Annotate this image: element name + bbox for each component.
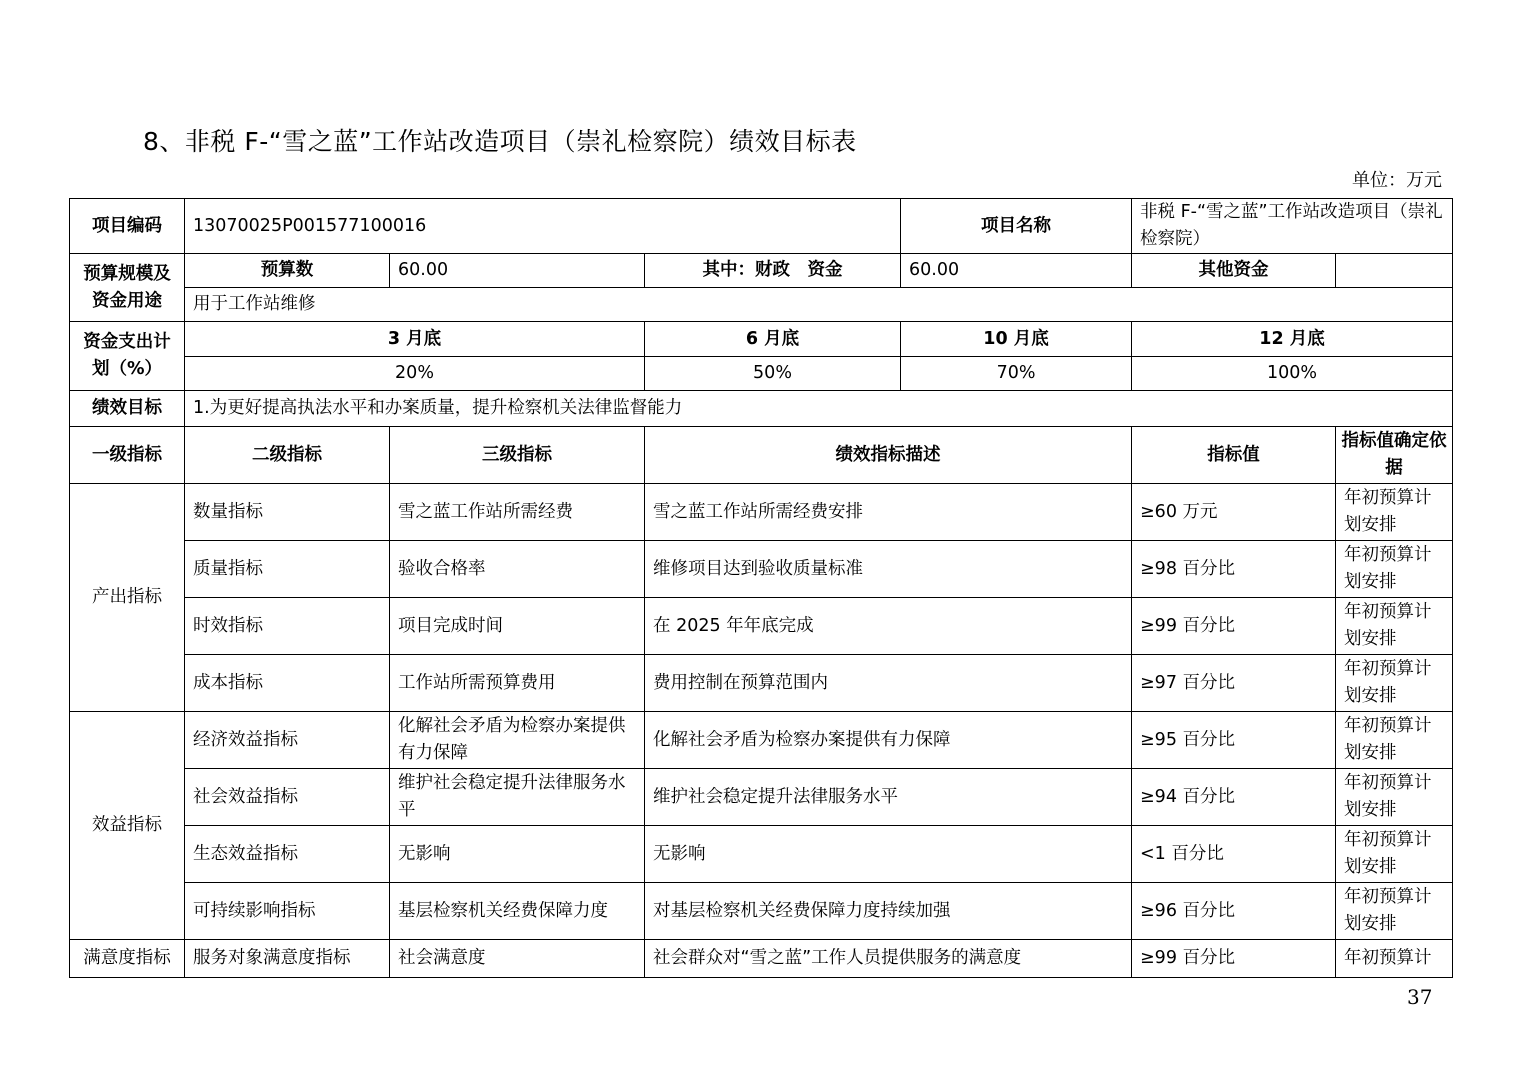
value-cell: ≥96 百分比 <box>1132 883 1336 940</box>
group-benefit: 效益指标 <box>70 712 185 940</box>
basis-cell: 年初预算计划安排 <box>1336 712 1453 769</box>
level2-cell: 生态效益指标 <box>185 826 390 883</box>
unit-label: 单位：万元 <box>1352 170 1442 191</box>
period-3: 3 月底 <box>185 322 645 357</box>
period-12: 12 月底 <box>1132 322 1453 357</box>
level3-cell: 雪之蓝工作站所需经费 <box>390 484 645 541</box>
level2-cell: 质量指标 <box>185 541 390 598</box>
level3-cell: 维护社会稳定提升法律服务水平 <box>390 769 645 826</box>
value-10: 70% <box>901 357 1132 391</box>
fiscal-fund-value: 60.00 <box>901 254 1132 288</box>
basis-cell: 年初预算计划安排 <box>1336 541 1453 598</box>
budget-amount-value: 60.00 <box>390 254 645 288</box>
value-cell: <1 百分比 <box>1132 826 1336 883</box>
header-level1: 一级指标 <box>70 427 185 484</box>
description-cell: 维护社会稳定提升法律服务水平 <box>645 769 1132 826</box>
other-fund-label: 其他资金 <box>1132 254 1336 288</box>
table-row <box>70 940 1453 978</box>
goal-text: 1.为更好提高执法水平和办案质量，提升检察机关法律监督能力 <box>185 391 1453 427</box>
header-level3: 三级指标 <box>390 427 645 484</box>
value-cell: ≥99 百分比 <box>1132 598 1336 655</box>
level3-cell: 基层检察机关经费保障力度 <box>390 883 645 940</box>
level2-cell: 时效指标 <box>185 598 390 655</box>
basis-cell: 年初预算计 <box>1336 940 1453 978</box>
level2-cell: 数量指标 <box>185 484 390 541</box>
period-10: 10 月底 <box>901 322 1132 357</box>
description-cell: 社会群众对“雪之蓝”工作人员提供服务的满意度 <box>645 940 1132 978</box>
group-satisfaction: 满意度指标 <box>70 940 185 978</box>
performance-target-table <box>69 198 1453 978</box>
level2-cell: 服务对象满意度指标 <box>185 940 390 978</box>
basis-cell: 年初预算计划安排 <box>1336 769 1453 826</box>
level3-cell: 无影响 <box>390 826 645 883</box>
description-cell: 对基层检察机关经费保障力度持续加强 <box>645 883 1132 940</box>
table-row <box>70 655 1453 712</box>
budget-amount-label: 预算数 <box>185 254 390 288</box>
project-name-value: 非税 F-“雪之蓝”工作站改造项目（崇礼检察院） <box>1132 199 1453 254</box>
description-cell: 维修项目达到验收质量标准 <box>645 541 1132 598</box>
spending-values-row <box>70 357 1453 391</box>
budget-usage: 用于工作站维修 <box>185 288 1453 322</box>
project-name-label: 项目名称 <box>901 199 1132 254</box>
page-number: 37 <box>1407 985 1433 1009</box>
project-code-label: 项目编码 <box>70 199 185 254</box>
level3-cell: 社会满意度 <box>390 940 645 978</box>
level2-cell: 可持续影响指标 <box>185 883 390 940</box>
basis-cell: 年初预算计划安排 <box>1336 826 1453 883</box>
table-row <box>70 883 1453 940</box>
description-cell: 雪之蓝工作站所需经费安排 <box>645 484 1132 541</box>
description-cell: 化解社会矛盾为检察办案提供有力保障 <box>645 712 1132 769</box>
table-row <box>70 826 1453 883</box>
indicator-header-row <box>70 427 1453 484</box>
group-output: 产出指标 <box>70 484 185 712</box>
table-row <box>70 598 1453 655</box>
level3-cell: 化解社会矛盾为检察办案提供有力保障 <box>390 712 645 769</box>
period-6: 6 月底 <box>645 322 901 357</box>
value-cell: ≥95 百分比 <box>1132 712 1336 769</box>
table-row <box>70 541 1453 598</box>
table-row <box>70 484 1453 541</box>
level2-cell: 成本指标 <box>185 655 390 712</box>
description-cell: 在 2025 年年底完成 <box>645 598 1132 655</box>
usage-row <box>70 288 1453 322</box>
value-cell: ≥97 百分比 <box>1132 655 1336 712</box>
table-row <box>70 769 1453 826</box>
level3-cell: 项目完成时间 <box>390 598 645 655</box>
level3-cell: 验收合格率 <box>390 541 645 598</box>
project-row <box>70 199 1453 254</box>
project-code-value: 13070025P001577100016 <box>185 199 901 254</box>
value-12: 100% <box>1132 357 1453 391</box>
table-row <box>70 712 1453 769</box>
value-3: 20% <box>185 357 645 391</box>
description-cell: 无影响 <box>645 826 1132 883</box>
goal-row <box>70 391 1453 427</box>
value-6: 50% <box>645 357 901 391</box>
fiscal-fund-label: 其中：财政 资金 <box>645 254 901 288</box>
spending-periods-row <box>70 322 1453 357</box>
level2-cell: 经济效益指标 <box>185 712 390 769</box>
value-cell: ≥60 万元 <box>1132 484 1336 541</box>
spending-label: 资金支出计划（%） <box>70 322 185 391</box>
level3-cell: 工作站所需预算费用 <box>390 655 645 712</box>
description-cell: 费用控制在预算范围内 <box>645 655 1132 712</box>
level2-cell: 社会效益指标 <box>185 769 390 826</box>
basis-cell: 年初预算计划安排 <box>1336 598 1453 655</box>
goal-label: 绩效目标 <box>70 391 185 427</box>
header-value: 指标值 <box>1132 427 1336 484</box>
budget-label: 预算规模及资金用途 <box>70 254 185 322</box>
basis-cell: 年初预算计划安排 <box>1336 883 1453 940</box>
header-basis: 指标值确定依据 <box>1336 427 1453 484</box>
value-cell: ≥98 百分比 <box>1132 541 1336 598</box>
page-title: 8、非税 F-“雪之蓝”工作站改造项目（崇礼检察院）绩效目标表 <box>143 127 857 156</box>
header-level2: 二级指标 <box>185 427 390 484</box>
other-fund-value <box>1336 254 1453 288</box>
value-cell: ≥94 百分比 <box>1132 769 1336 826</box>
value-cell: ≥99 百分比 <box>1132 940 1336 978</box>
budget-row <box>70 254 1453 288</box>
basis-cell: 年初预算计划安排 <box>1336 484 1453 541</box>
basis-cell: 年初预算计划安排 <box>1336 655 1453 712</box>
header-description: 绩效指标描述 <box>645 427 1132 484</box>
